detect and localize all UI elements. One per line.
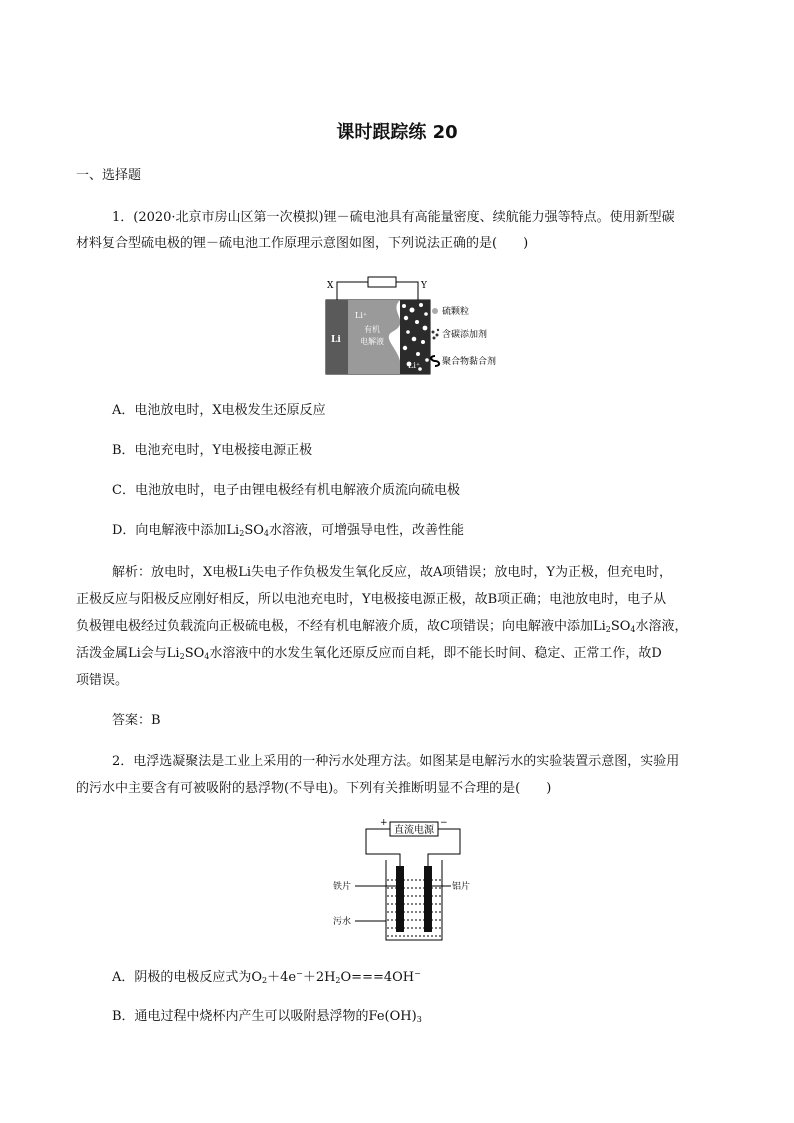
legend-carbon: 含碳添加剂 <box>442 330 488 340</box>
carbon-legend-icon <box>432 329 440 340</box>
legend-binder: 聚合物黏合剂 <box>442 357 497 367</box>
electrolyte-text-1: 有机 <box>364 325 380 334</box>
q1-analysis-line2: 正极反应与阳极反应刚好相反，所以电池充电时，Y电极接电源正极，故B项正确；电池放电时，电子从 <box>76 592 667 607</box>
q1-analysis-line5: 项错误。 <box>76 673 129 688</box>
q2-option-a: A．阴极的电极反应式为$O_2+4e^-+2H_2O===4OH^-$ <box>112 969 421 985</box>
q2-stem-line1: 2．电浮选凝聚法是工业上采用的一种污水处理方法。如图某是电解污水的实验装置示意图，实验用 <box>112 754 680 769</box>
q1-analysis-line4: 活泼金属Li会与$Li_2SO_4$水溶液中的水发生氧化还原反应而自耗，即不能长时间、稳定、正常工作，故D <box>76 646 662 661</box>
wire-left <box>337 282 368 300</box>
iron-label: 铁片 <box>333 882 352 892</box>
q1-option-a: A．电池放电时，X电极发生还原反应 <box>112 403 326 418</box>
li-ion-left: Li⁺ <box>355 311 368 320</box>
wire-right <box>396 282 418 300</box>
battery-diagram <box>322 274 522 378</box>
legend-sulfur: 硫颗粒 <box>442 307 470 317</box>
li-label: Li <box>331 335 341 345</box>
q1-stem-line2: 材料复合型硫电极的锂－硫电池工作原理示意图如图，下列说法正确的是( ) <box>76 236 529 251</box>
electrolysis-diagram-svg <box>330 816 480 948</box>
aluminum-label: 铝片 <box>452 882 471 892</box>
q1-stem-line1: 1．(2020·北京市房山区第一次模拟)锂－硫电池具有高能量密度、续航能力强等特点。使用新型碳 <box>112 210 675 225</box>
binder-legend-icon <box>431 356 439 366</box>
q1-option-c: C．电池放电时，电子由锂电极经有机电解液介质流向硫电极 <box>112 483 460 498</box>
q1-option-d: D．向电解液中添加$Li_2SO_4$水溶液，可增强导电性，改善性能 <box>112 523 464 538</box>
q1-option-b: B．电池充电时，Y电极接电源正极 <box>112 443 313 458</box>
sulfur-legend-icon <box>432 308 438 314</box>
q1-analysis-line1: 解析：放电时，X电极Li失电子作负极发生氧化反应，故A项错误；放电时，Y为正极，但充电时， <box>112 565 673 580</box>
q2-stem-line2: 的污水中主要含有可被吸附的悬浮物(不导电)。下列有关推断明显不合理的是( ) <box>76 781 552 796</box>
power-minus: − <box>440 818 448 828</box>
power-plus: + <box>380 818 388 828</box>
iron-electrode <box>396 866 404 932</box>
electrolysis-diagram <box>330 816 480 948</box>
q1-answer: 答案：B <box>112 713 161 728</box>
sewage-water <box>387 880 441 936</box>
page-title: 课时跟踪练 20 <box>336 122 458 143</box>
resistor <box>368 277 396 287</box>
q1-analysis-line3: 负极锂电极经过负载流向正极硫电极，不经有机电解液介质，故C项错误；向电解液中添加$Li_2SO_4$水溶液， <box>76 619 688 634</box>
electrolyte-text-2: 电解液 <box>360 337 384 346</box>
aluminum-electrode <box>424 866 432 932</box>
li-ion-right: Li⁺ <box>408 361 421 370</box>
section-heading: 一、选择题 <box>76 168 142 183</box>
battery-diagram-svg <box>322 274 522 378</box>
sewage-label: 污水 <box>333 917 352 927</box>
label-x: X <box>327 281 334 291</box>
dc-power-label: 直流电源 <box>394 825 434 836</box>
label-y: Y <box>421 281 427 291</box>
q2-option-b: B．通电过程中烧杯内产生可以吸附悬浮物的$Fe(OH)_3$ <box>112 1009 422 1024</box>
beaker <box>386 860 442 940</box>
